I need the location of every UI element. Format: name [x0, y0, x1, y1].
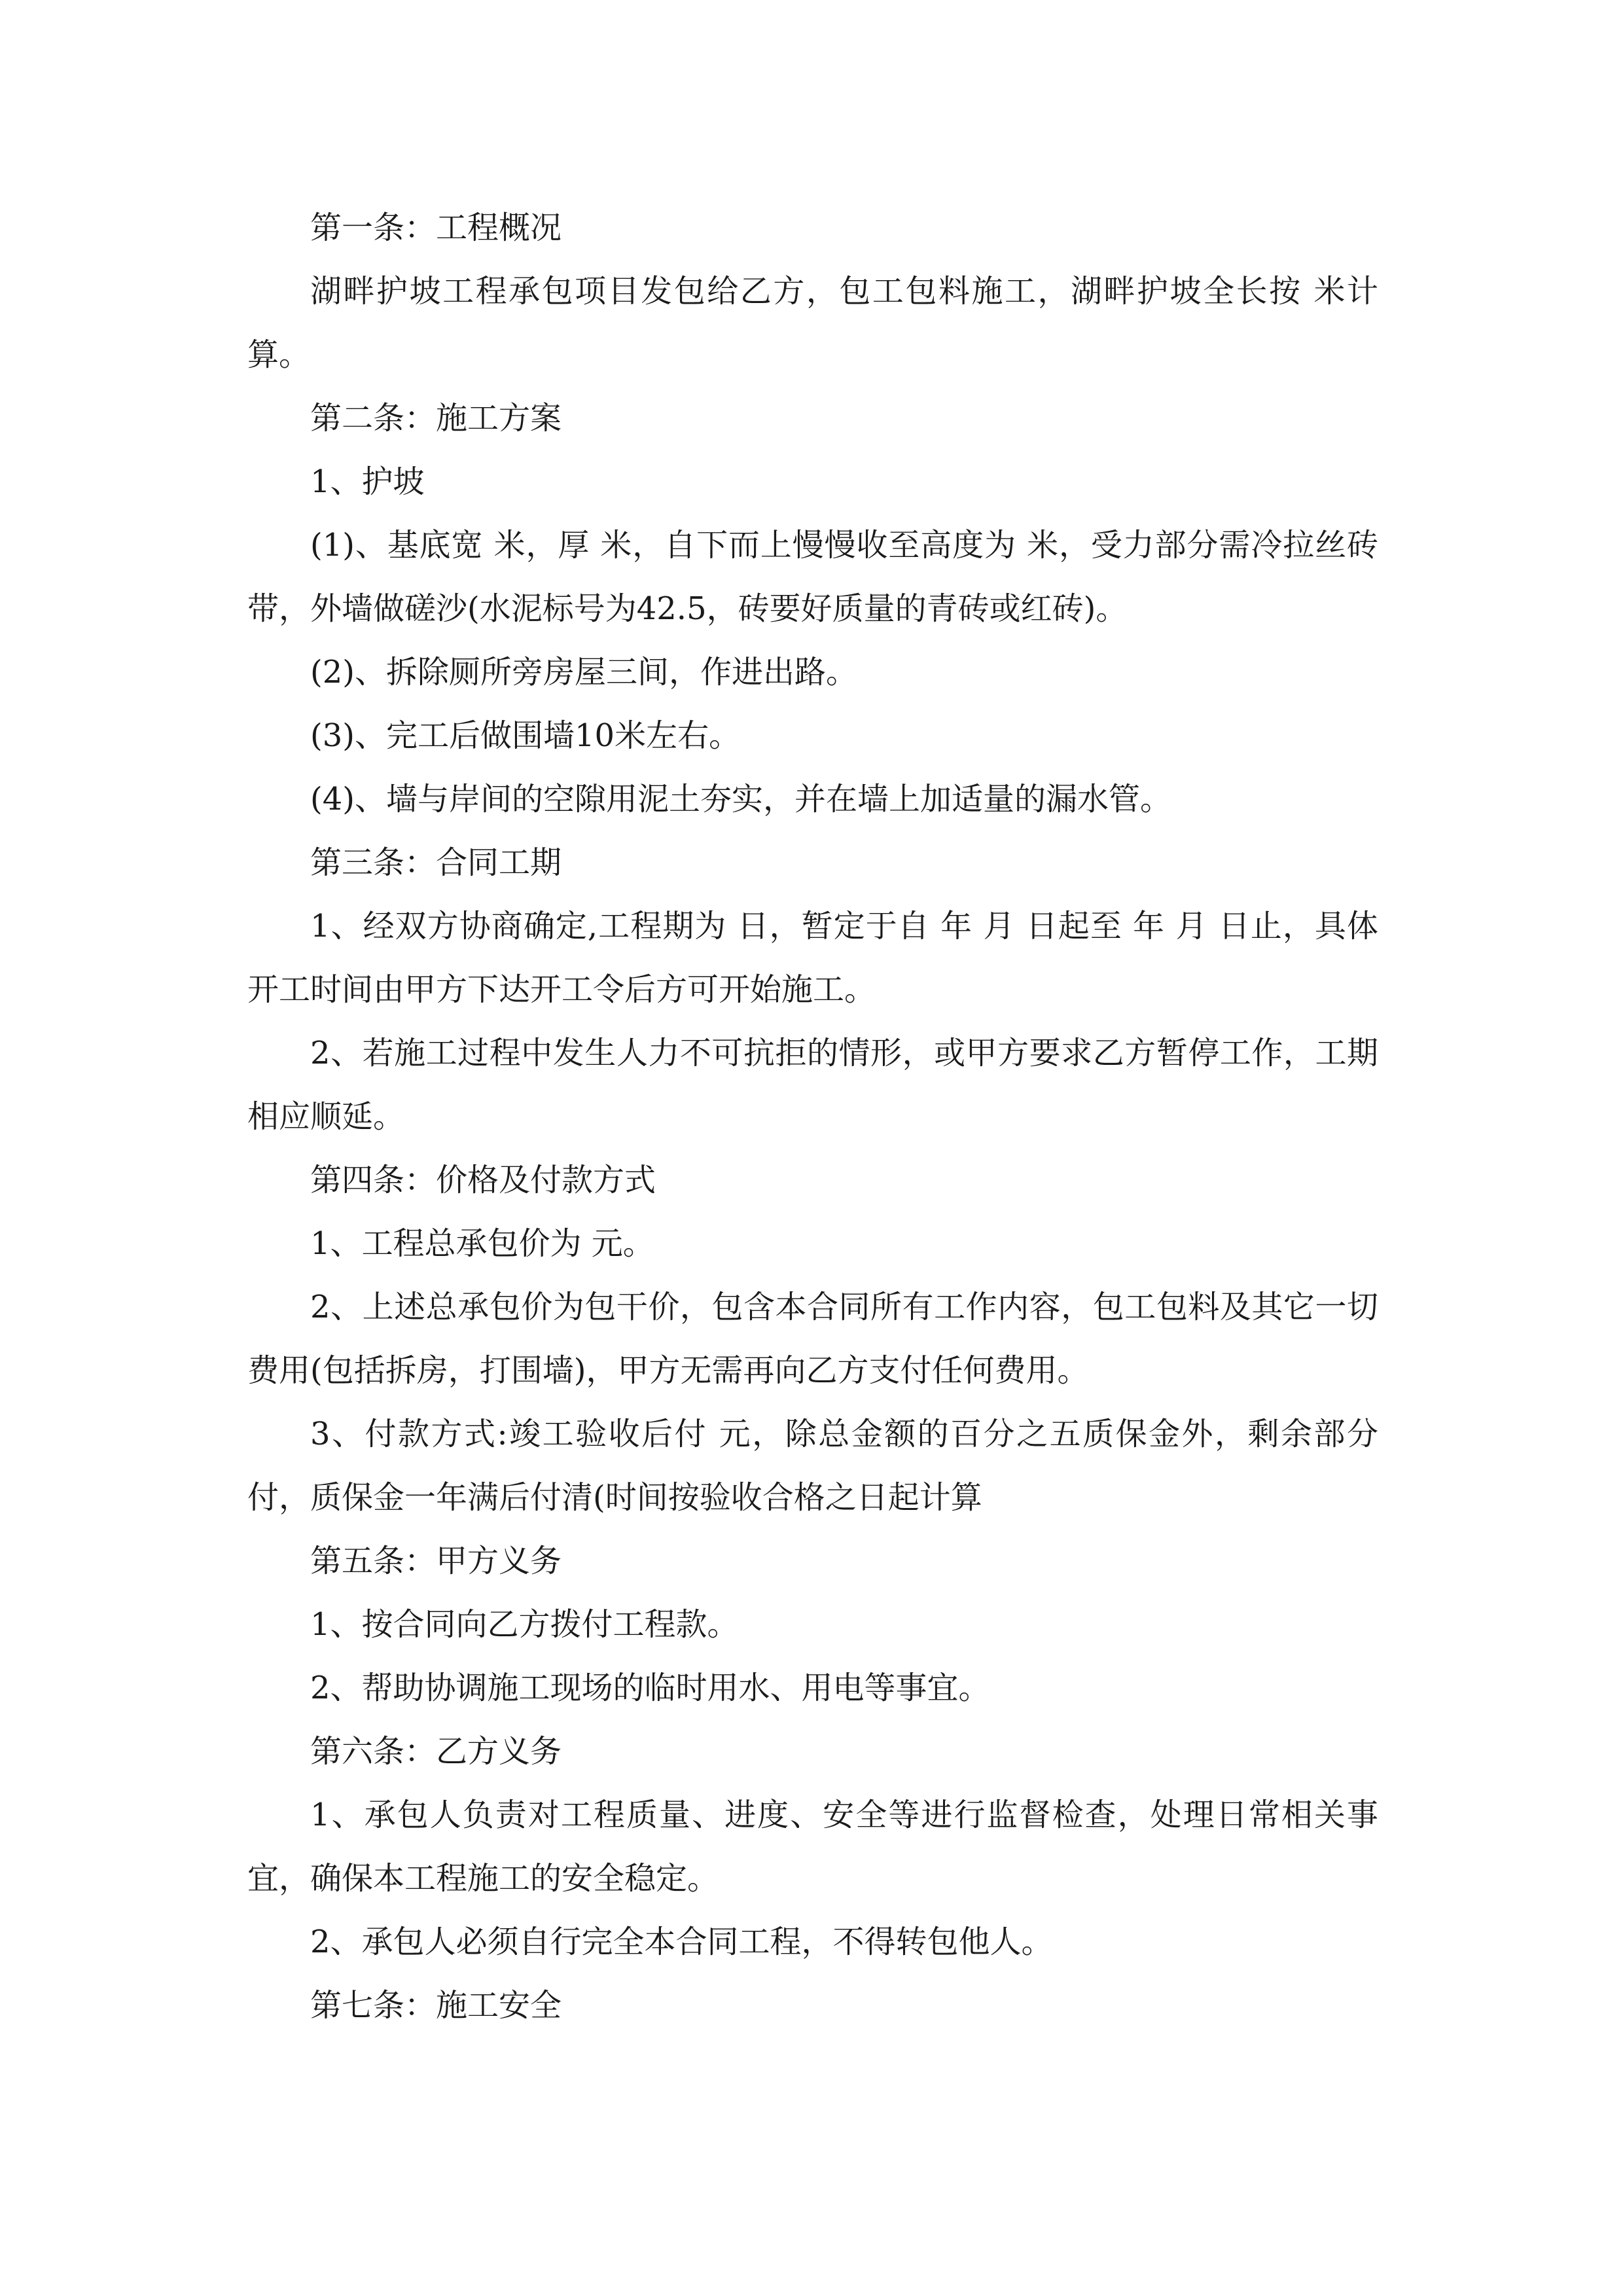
- article-3-item-1: 1、经双方协商确定,工程期为 日，暂定于自 年 月 日起至 年 月 日止，具体开工时间由甲方下达开工令后方可开始施工。: [247, 908, 1378, 1008]
- article-5-item-1: 1、按合同向乙方拨付工程款。: [310, 1606, 739, 1643]
- article-6-item-1: 1、承包人负责对工程质量、进度、安全等进行监督检查，处理日常相关事宜，确保本工程施工的安全稳定。: [247, 1797, 1378, 1897]
- article-2-subitem-1: (1)、基底宽 米，厚 米，自下而上慢慢收至高度为 米，受力部分需冷拉丝砖带，外墙做磋沙(水泥标号为42.5，砖要好质量的青砖或红砖)。: [247, 527, 1378, 627]
- article-1-heading: 第一条：工程概况: [310, 209, 562, 246]
- article-4-item-1: 1、工程总承包价为 元。: [310, 1225, 654, 1262]
- article-1-text: 湖畔护坡工程承包项目发包给乙方，包工包料施工，湖畔护坡全长按 米计算。: [247, 273, 1378, 373]
- article-3-item-2: 2、若施工过程中发生人力不可抗拒的情形，或甲方要求乙方暂停工作，工期相应顺延。: [247, 1035, 1378, 1135]
- article-4-heading: 第四条：价格及付款方式: [310, 1162, 656, 1198]
- article-4-item-2: 2、上述总承包价为包干价，包含本合同所有工作内容，包工包料及其它一切费用(包括拆房，打围墙)，甲方无需再向乙方支付任何费用。: [247, 1289, 1378, 1389]
- article-2-heading: 第二条：施工方案: [310, 400, 562, 437]
- article-4-item-3: 3、付款方式:竣工验收后付 元，除总金额的百分之五质保金外，剩余部分付，质保金一年满后付清(时间按验收合格之日起计算: [247, 1416, 1378, 1516]
- article-5-item-2: 2、帮助协调施工现场的临时用水、用电等事宜。: [310, 1670, 990, 1706]
- article-5-heading: 第五条：甲方义务: [310, 1543, 562, 1579]
- article-7-heading: 第七条：施工安全: [310, 1987, 562, 2024]
- article-2-subitem-2: (2)、拆除厕所旁房屋三间，作进出路。: [310, 654, 857, 691]
- article-2-subitem-4: (4)、墙与岸间的空隙用泥土夯实，并在墙上加适量的漏水管。: [310, 781, 1171, 817]
- article-6-heading: 第六条：乙方义务: [310, 1733, 562, 1770]
- article-2-item-1: 1、护坡: [310, 463, 425, 500]
- document-body: [247, 196, 1378, 2037]
- article-6-item-2: 2、承包人必须自行完全本合同工程，不得转包他人。: [310, 1924, 1053, 1960]
- article-3-heading: 第三条：合同工期: [310, 844, 562, 881]
- article-2-subitem-3: (3)、完工后做围墙10米左右。: [310, 717, 741, 754]
